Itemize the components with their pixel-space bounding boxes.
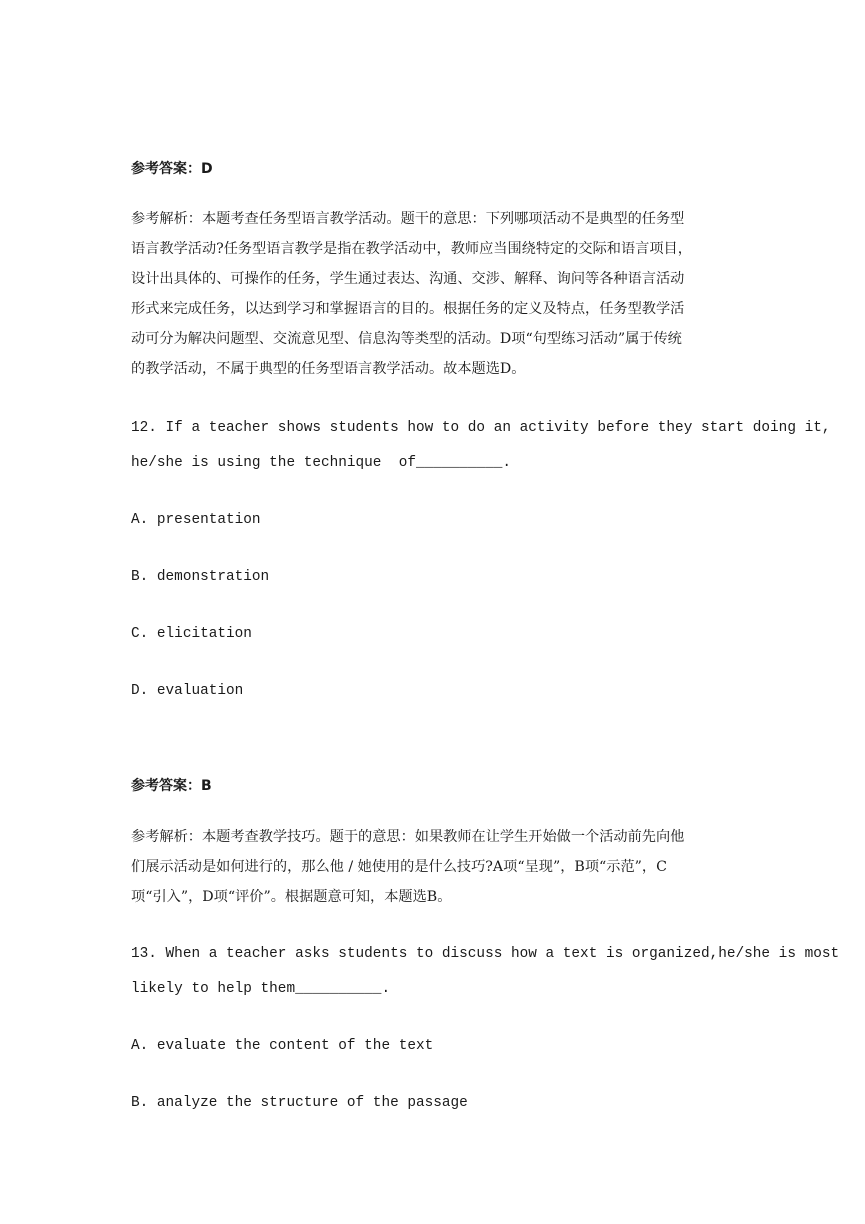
explanation-line-q11-4: 形式来完成任务，以达到学习和掌握语言的目的。根据任务的定义及特点，任务型教学活 [131,301,685,317]
question-12-option-c: C. elicitation [131,626,252,642]
question-12-stem-line-2: he/she is using the technique of__________. [131,455,511,471]
question-13-stem-line-2: likely to help them__________. [131,981,391,997]
explanation-line-q12-1: 参考解析：本题考查教学技巧。题于的意思：如果教师在让学生开始做一个活动前先向他 [131,829,685,845]
answer-label-q12: 参考答案：B [131,778,212,794]
explanation-line-q11-5: 动可分为解决问题型、交流意见型、信息沟等类型的活动。D项“句型练习活动”属于传统 [131,331,682,347]
explanation-line-q11-3: 设计出具体的、可操作的任务，学生通过表达、沟通、交涉、解释、询问等各种语言活动 [131,271,685,287]
question-13-option-a: A. evaluate the content of the text [131,1038,434,1054]
question-13-option-b: B. analyze the structure of the passage [131,1095,468,1111]
explanation-line-q12-2: 们展示活动是如何进行的，那么他 / 她使用的是什么技巧?A项“呈现”，B项“示范”，C [131,859,667,875]
question-12-stem-line-1: 12. If a teacher shows students how to do an activity before they start doing it, [131,420,831,436]
explanation-line-q11-2: 语言教学活动?任务型语言教学是指在教学活动中，教师应当围绕特定的交际和语言项目， [131,241,692,257]
explanation-line-q12-3: 项“引入”，D项“评价”。根据题意可知，本题选B。 [131,889,452,905]
question-13-stem-line-1: 13. When a teacher asks students to discuss how a text is organized,he/she is most [131,946,840,962]
explanation-line-q11-1: 参考解析：本题考查任务型语言教学活动。题干的意思：下列哪项活动不是典型的任务型 [131,211,685,227]
answer-label-q11: 参考答案：D [131,161,213,177]
explanation-line-q11-6: 的教学活动，不属于典型的任务型语言教学活动。故本题选D。 [131,361,526,377]
question-12-option-b: B. demonstration [131,569,270,585]
question-12-option-a: A. presentation [131,512,261,528]
question-12-option-d: D. evaluation [131,683,244,699]
